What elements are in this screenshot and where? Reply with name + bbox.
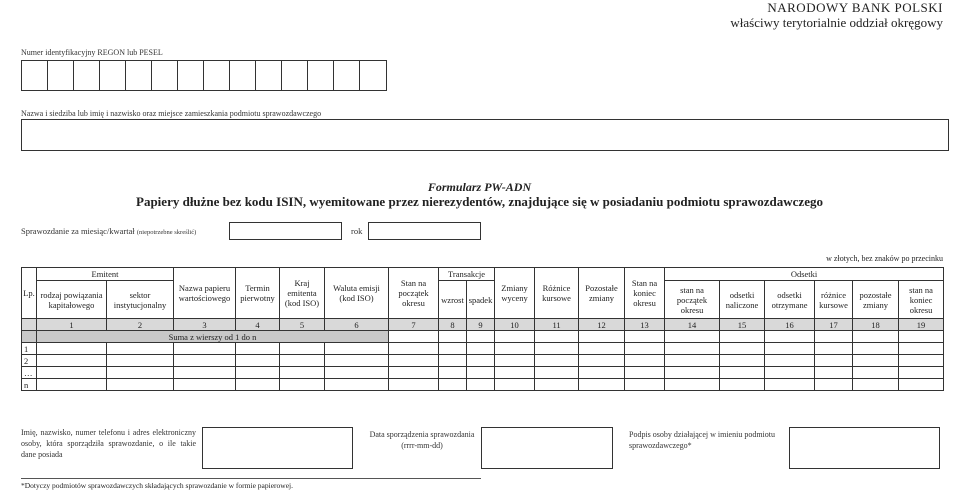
table-cell[interactable]	[579, 343, 625, 355]
regon-digit-cell[interactable]	[22, 61, 48, 90]
table-cell[interactable]	[625, 367, 665, 379]
table-cell[interactable]	[439, 355, 467, 367]
column-number: 5	[280, 319, 325, 331]
bank-name: NARODOWY BANK POLSKI	[767, 0, 943, 15]
column-number: 9	[467, 319, 495, 331]
table-cell[interactable]	[174, 379, 236, 391]
table-cell[interactable]	[174, 343, 236, 355]
period-label-text: Sprawozdanie za miesiąc/kwartał	[21, 226, 135, 236]
regon-digit-cell[interactable]	[204, 61, 230, 90]
col-spadek: spadek	[467, 281, 495, 319]
table-cell[interactable]	[853, 379, 899, 391]
table-cell[interactable]	[720, 379, 765, 391]
regon-digit-cell[interactable]	[74, 61, 100, 90]
table-cell[interactable]	[853, 343, 899, 355]
group-emitent: Emitent	[37, 268, 174, 281]
group-odsetki: Odsetki	[665, 268, 944, 281]
bank-header	[730, 0, 943, 30]
regon-digit-cell[interactable]	[178, 61, 204, 90]
column-number: 3	[174, 319, 236, 331]
table-cell[interactable]	[389, 343, 439, 355]
column-number: 6	[325, 319, 389, 331]
table-cell[interactable]	[765, 379, 815, 391]
table-cell[interactable]	[579, 379, 625, 391]
group-transakcje: Transakcje	[439, 268, 495, 281]
table-cell[interactable]	[665, 343, 720, 355]
entity-label: Nazwa i siedziba lub imię i nazwisko oraz miejsce zamieszkania podmiotu sprawozdawczego	[21, 109, 322, 118]
col-stan-koniec: Stan na koniec okresu	[625, 268, 665, 319]
form-code: Formularz PW-ADN	[427, 180, 532, 194]
table-cell[interactable]	[107, 343, 174, 355]
table-cell[interactable]	[720, 343, 765, 355]
row-number: 2	[22, 355, 37, 367]
regon-digit-cell[interactable]	[308, 61, 334, 90]
column-number: 10	[495, 319, 535, 331]
table-cell[interactable]	[467, 379, 495, 391]
report-table	[21, 267, 944, 391]
table-cell[interactable]	[853, 367, 899, 379]
table-cell[interactable]	[37, 367, 107, 379]
period-field[interactable]	[229, 222, 342, 240]
table-cell[interactable]	[325, 343, 389, 355]
table-cell[interactable]	[625, 355, 665, 367]
date-format: (rrrr-mm-dd)	[401, 441, 443, 450]
table-cell[interactable]	[815, 379, 853, 391]
table-cell[interactable]	[389, 355, 439, 367]
table-cell[interactable]	[579, 367, 625, 379]
regon-digit-cell[interactable]	[360, 61, 386, 90]
table-cell[interactable]	[765, 367, 815, 379]
table-cell[interactable]	[665, 355, 720, 367]
sum-label: Suma z wierszy od 1 do n	[37, 331, 389, 343]
year-field[interactable]	[368, 222, 481, 240]
col-nazwa: Nazwa papieru wartościowego	[174, 268, 236, 319]
table-cell[interactable]	[107, 379, 174, 391]
table-cell[interactable]	[495, 355, 535, 367]
column-number: 18	[853, 319, 899, 331]
contact-field[interactable]	[202, 427, 353, 469]
regon-digit-cell[interactable]	[256, 61, 282, 90]
table-cell[interactable]	[625, 379, 665, 391]
col-termin: Termin pierwotny	[236, 268, 280, 319]
unit-note: w złotych, bez znaków po przecinku	[826, 254, 943, 263]
table-cell[interactable]	[439, 343, 467, 355]
col-kraj: Kraj emitenta (kod ISO)	[280, 268, 325, 319]
period-label	[21, 226, 196, 236]
table-row	[22, 343, 944, 355]
table-cell[interactable]	[853, 355, 899, 367]
table-cell[interactable]	[325, 379, 389, 391]
table-cell[interactable]	[389, 379, 439, 391]
table-cell[interactable]	[720, 355, 765, 367]
col-ods-roznice: różnice kursowe	[815, 281, 853, 319]
column-numbers-row	[22, 319, 944, 331]
column-number: 7	[389, 319, 439, 331]
column-number: 19	[899, 319, 944, 331]
regon-digit-cell[interactable]	[230, 61, 256, 90]
table-cell[interactable]	[467, 355, 495, 367]
table-cell[interactable]	[236, 343, 280, 355]
col-wzrost: wzrost	[439, 281, 467, 319]
regon-digit-cell[interactable]	[126, 61, 152, 90]
entity-name-field[interactable]	[21, 119, 949, 151]
regon-field[interactable]	[21, 60, 387, 91]
col-ods-pozostale: pozostałe zmiany	[853, 281, 899, 319]
table-cell[interactable]	[467, 343, 495, 355]
col-rodzaj-powiazania: rodzaj powiązania kapitałowego	[37, 281, 107, 319]
table-cell[interactable]	[765, 343, 815, 355]
form-title: Papiery dłużne bez kodu ISIN, wyemitowane przez nierezydentów, znajdujące się w posiadaniu podmiotu sprawozdawczego	[136, 194, 823, 209]
table-cell[interactable]	[439, 379, 467, 391]
period-note: (niepotrzebne skreślić)	[136, 229, 197, 236]
table-cell[interactable]	[899, 343, 944, 355]
year-label: rok	[351, 226, 363, 236]
date-label	[366, 429, 478, 451]
column-number: 1	[37, 319, 107, 331]
table-cell[interactable]	[899, 367, 944, 379]
table-cell[interactable]	[720, 367, 765, 379]
regon-digit-cell[interactable]	[152, 61, 178, 90]
regon-label: Numer identyfikacyjny REGON lub PESEL	[21, 48, 163, 57]
col-sektor: sektor instytucjonalny	[107, 281, 174, 319]
table-cell[interactable]	[579, 355, 625, 367]
date-field[interactable]	[481, 427, 613, 469]
sum-row	[22, 331, 944, 343]
contact-label: Imię, nazwisko, numer telefonu i adres elektroniczny osoby, która sporządziła sprawozdanie, o ile takie dane posiada	[21, 428, 196, 459]
table-cell[interactable]	[467, 367, 495, 379]
table-cell[interactable]	[765, 355, 815, 367]
table-cell[interactable]	[280, 343, 325, 355]
table-row	[22, 379, 944, 391]
table-cell[interactable]	[815, 343, 853, 355]
table-cell[interactable]	[37, 379, 107, 391]
col-pozostale-zmiany: Pozostałe zmiany	[579, 268, 625, 319]
footnote: *Dotyczy podmiotów sprawozdawczych składających sprawozdanie w formie papierowej.	[21, 481, 293, 490]
table-cell[interactable]	[899, 379, 944, 391]
column-number: 2	[107, 319, 174, 331]
col-ods-otrzymane: odsetki otrzymane	[765, 281, 815, 319]
table-cell[interactable]	[625, 343, 665, 355]
col-lp: Lp.	[22, 268, 37, 319]
regon-digit-cell[interactable]	[100, 61, 126, 90]
table-cell[interactable]	[280, 367, 325, 379]
table-cell[interactable]	[107, 355, 174, 367]
table-cell[interactable]	[325, 367, 389, 379]
table-cell[interactable]	[535, 367, 579, 379]
column-number: 8	[439, 319, 467, 331]
table-cell[interactable]	[236, 355, 280, 367]
table-cell[interactable]	[37, 343, 107, 355]
table-cell[interactable]	[280, 355, 325, 367]
regon-digit-cell[interactable]	[282, 61, 308, 90]
table-cell[interactable]	[535, 355, 579, 367]
row-number: n	[22, 379, 37, 391]
table-cell[interactable]	[665, 367, 720, 379]
table-cell[interactable]	[665, 379, 720, 391]
col-ods-naliczone: odsetki naliczone	[720, 281, 765, 319]
column-number: 11	[535, 319, 579, 331]
table-cell[interactable]	[495, 379, 535, 391]
col-stan-poczatek: Stan na początek okresu	[389, 268, 439, 319]
table-cell[interactable]	[37, 355, 107, 367]
col-waluta: Waluta emisji (kod ISO)	[325, 268, 389, 319]
col-roznice-kursowe: Różnice kursowe	[535, 268, 579, 319]
date-label-text: Data sporządzenia sprawozdania	[369, 430, 475, 439]
column-number: 14	[665, 319, 720, 331]
bank-branch: właściwy terytorialnie oddział okręgowy	[730, 15, 943, 30]
table-cell[interactable]	[495, 343, 535, 355]
table-cell[interactable]	[495, 367, 535, 379]
table-row	[22, 367, 944, 379]
signature-label: Podpis osoby działającej w imieniu podmiotu sprawozdawczego*	[629, 430, 775, 450]
row-number: 1	[22, 343, 37, 355]
column-number: 17	[815, 319, 853, 331]
regon-digit-cell[interactable]	[48, 61, 74, 90]
table-cell[interactable]	[439, 367, 467, 379]
column-number: 13	[625, 319, 665, 331]
table-row	[22, 355, 944, 367]
table-cell[interactable]	[389, 367, 439, 379]
table-cell[interactable]	[236, 379, 280, 391]
footnote-divider	[21, 478, 481, 479]
table-cell[interactable]	[325, 355, 389, 367]
table-cell[interactable]	[107, 367, 174, 379]
table-cell[interactable]	[280, 379, 325, 391]
table-cell[interactable]	[899, 355, 944, 367]
table-cell[interactable]	[174, 355, 236, 367]
column-number: 15	[720, 319, 765, 331]
regon-digit-cell[interactable]	[334, 61, 360, 90]
column-number: 4	[236, 319, 280, 331]
row-number: …	[22, 367, 37, 379]
signature-field[interactable]	[789, 427, 940, 469]
table-cell[interactable]	[535, 379, 579, 391]
table-cell[interactable]	[815, 367, 853, 379]
col-ods-stan-koniec: stan na koniec okresu	[899, 281, 944, 319]
table-cell[interactable]	[535, 343, 579, 355]
table-cell[interactable]	[236, 367, 280, 379]
column-number: 16	[765, 319, 815, 331]
table-cell[interactable]	[174, 367, 236, 379]
column-number: 12	[579, 319, 625, 331]
col-ods-stan-poczatek: stan na początek okresu	[665, 281, 720, 319]
table-cell[interactable]	[815, 355, 853, 367]
col-zmiany-wyceny: Zmiany wyceny	[495, 268, 535, 319]
